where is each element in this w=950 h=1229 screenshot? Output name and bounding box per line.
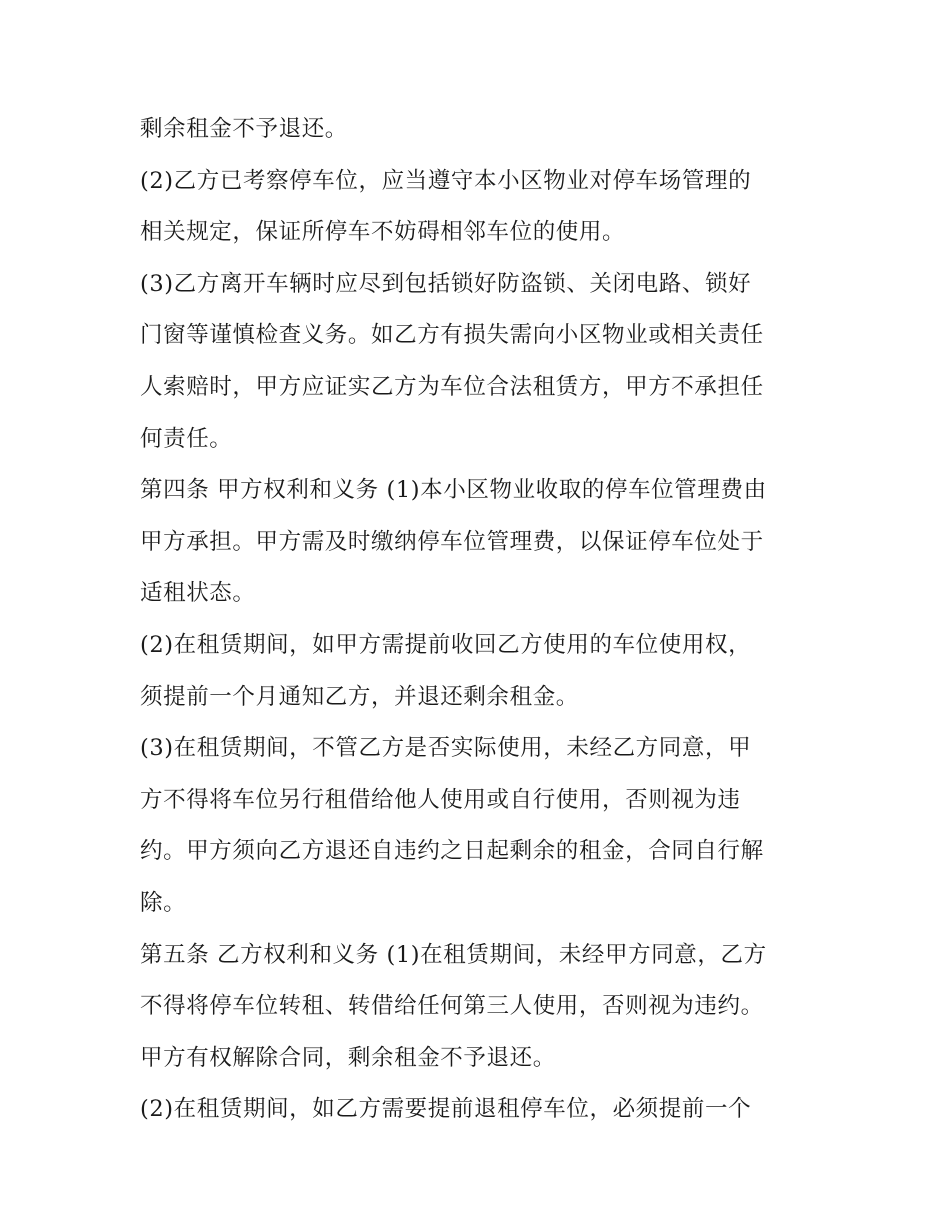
text-line: 不得将停车位转租、转借给任何第三人使用，否则视为违约。 [140, 993, 764, 1020]
text-line: (2)在租赁期间，如乙方需要提前退租停车位，必须提前一个 [140, 1096, 752, 1123]
text-line: 适租状态。 [140, 580, 256, 607]
text-line: 相关规定，保证所停车不妨碍相邻车位的使用。 [140, 219, 626, 246]
text-line: (3)在租赁期间，不管乙方是否实际使用，未经乙方同意，甲 [140, 735, 752, 762]
text-line: 门窗等谨慎检查义务。如乙方有损失需向小区物业或相关责任 [140, 322, 764, 349]
text-line: 人索赔时，甲方应证实乙方为车位合法租赁方，甲方不承担任 [140, 373, 764, 400]
text-line: 何责任。 [140, 425, 233, 452]
text-line: 剩余租金不予退还。 [140, 116, 348, 142]
document-body [140, 104, 820, 1136]
text-line: (2)乙方已考察停车位，应当遵守本小区物业对停车场管理的 [140, 167, 752, 194]
text-line: (3)乙方离开车辆时应尽到包括锁好防盗锁、关闭电路、锁好 [140, 270, 752, 297]
article-heading-line: 第四条 甲方权利和义务 (1)本小区物业收取的停车位管理费由 [140, 477, 767, 504]
text-line: 甲方承担。甲方需及时缴纳停车位管理费，以保证停车位处于 [140, 528, 764, 555]
text-line: 方不得将车位另行租借给他人使用或自行使用，否则视为违 [140, 786, 741, 813]
text-line: 须提前一个月通知乙方，并退还剩余租金。 [140, 683, 579, 710]
text-line: 约。甲方须向乙方退还自违约之日起剩余的租金，合同自行解 [140, 838, 764, 865]
text-line: (2)在租赁期间，如甲方需提前收回乙方使用的车位使用权， [140, 631, 752, 658]
text-line: 甲方有权解除合同，剩余租金不予退还。 [140, 1044, 556, 1071]
text-line: 除。 [140, 889, 187, 916]
article-heading-line: 第五条 乙方权利和义务 (1)在租赁期间，未经甲方同意，乙方 [140, 941, 767, 968]
